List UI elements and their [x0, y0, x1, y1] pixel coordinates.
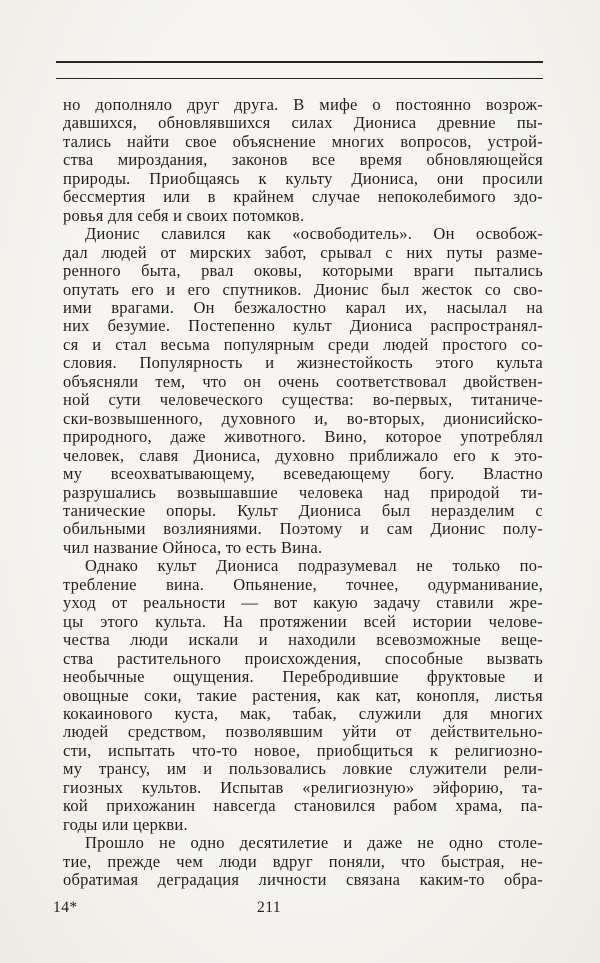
text-line: годы или церкви. — [63, 814, 188, 834]
text-line: словия. Популярность и жизнестойкость этого культа — [63, 353, 543, 373]
text-line: ренного быта, рвал оковы, которыми враги пытались — [63, 261, 543, 281]
text-line: кокаинового куста, мак, табак, служили для многих — [63, 703, 543, 723]
text-line: бессмертия или в крайнем случае непоколебимого здо- — [63, 187, 543, 207]
text-line: цы этого культа. На протяжении всей истории челове- — [63, 611, 543, 631]
text-line: танические опоры. Культ Диониса был неразделим с — [63, 500, 543, 520]
text-line: требление вина. Опьянение, точнее, одурманивание, — [63, 574, 543, 594]
text-line: ровья для себя и своих потомков. — [63, 205, 305, 225]
text-line: давшихся, обновлявшихся силах Диониса древние пы- — [63, 113, 543, 133]
text-line: уход от реальности — вот какую задачу ставили жре- — [63, 593, 543, 613]
signature-mark: 14* — [53, 899, 78, 916]
text-line: человек, славя Диониса, духовно приближало его к это- — [63, 445, 543, 465]
paragraph — [63, 834, 543, 889]
text-line: тие, прежде чем люди вдруг поняли, что быстрая, не- — [63, 851, 543, 871]
text-line: тались найти свое объяснение многих вопросов, устрой- — [63, 131, 543, 151]
text-line: дал людей от мирских забот, срывал с них путы разме- — [63, 242, 543, 262]
text-line: разрушались возвышавшие человека над природой ти- — [63, 482, 543, 502]
text-line: Дионис славился как «освободитель». Он освобож- — [85, 224, 543, 244]
text-line: чества люди искали и находили всевозможные веще- — [63, 630, 543, 650]
body-text — [63, 96, 543, 889]
paragraph — [63, 557, 543, 834]
top-rule-secondary — [56, 78, 543, 79]
text-line: Прошло не одно десятилетие и даже не одно столе- — [85, 833, 543, 853]
text-line: ими врагами. Он безжалостно карал их, насылал на — [63, 297, 543, 317]
paragraph — [63, 225, 543, 557]
text-line: Однако культ Диониса подразумевал не только по- — [85, 556, 543, 576]
top-rule-primary — [56, 61, 543, 63]
text-line: чил название Ойноса, то есть Вина. — [63, 537, 323, 557]
text-line: ства мироздания, законов все время обновляющейся — [63, 150, 543, 170]
text-line: природы. Приобщаясь к культу Диониса, они просили — [63, 168, 543, 188]
paragraph — [63, 96, 543, 225]
text-line: гиозных культов. Испытав «религиозную» эйфорию, та- — [63, 777, 543, 797]
text-line: объясняли тем, что он очень соответствовал двойствен- — [63, 371, 543, 391]
text-line: но дополняло друг друга. В мифе о постоянно возрож- — [63, 95, 543, 114]
text-line: обильными возлияниями. Поэтому и сам Дионис полу- — [63, 519, 543, 539]
text-line: ся и стал весьма популярным среди людей простого со- — [63, 334, 543, 354]
text-line: сти, испытать что-то новое, приобщиться к религиозно- — [63, 740, 543, 760]
text-line: му всеохватывающему, всеведающему богу. Властно — [63, 464, 543, 484]
text-line: овощные соки, такие растения, как кат, конопля, листья — [63, 685, 543, 705]
text-line: ной сути человеческого существа: во-первых, титаниче- — [63, 390, 543, 410]
text-line: них безумие. Постепенно культ Диониса распространял- — [63, 316, 543, 336]
text-line: ства растительного происхождения, способные вызвать — [63, 648, 543, 668]
text-line: кой прихожанин навсегда становился рабом храма, па- — [63, 796, 543, 816]
text-line: обратимая деградация личности связана каким-то обра- — [63, 870, 543, 890]
text-line: ски-возвышенного, духовного и, во-вторых, дионисийско- — [63, 408, 543, 428]
text-line: необычные ощущения. Перебродившие фруктовые и — [63, 667, 543, 687]
text-line: людей средством, позволявшим уйти от действительно- — [63, 722, 543, 742]
text-line: природного, даже животного. Вино, которое употреблял — [63, 427, 543, 447]
page-number: 211 — [257, 899, 282, 916]
text-line: му трансу, им и пользовались ловкие служители рели- — [63, 759, 543, 779]
text-line: опутать его и его спутников. Дионис был жесток со сво- — [63, 279, 543, 299]
